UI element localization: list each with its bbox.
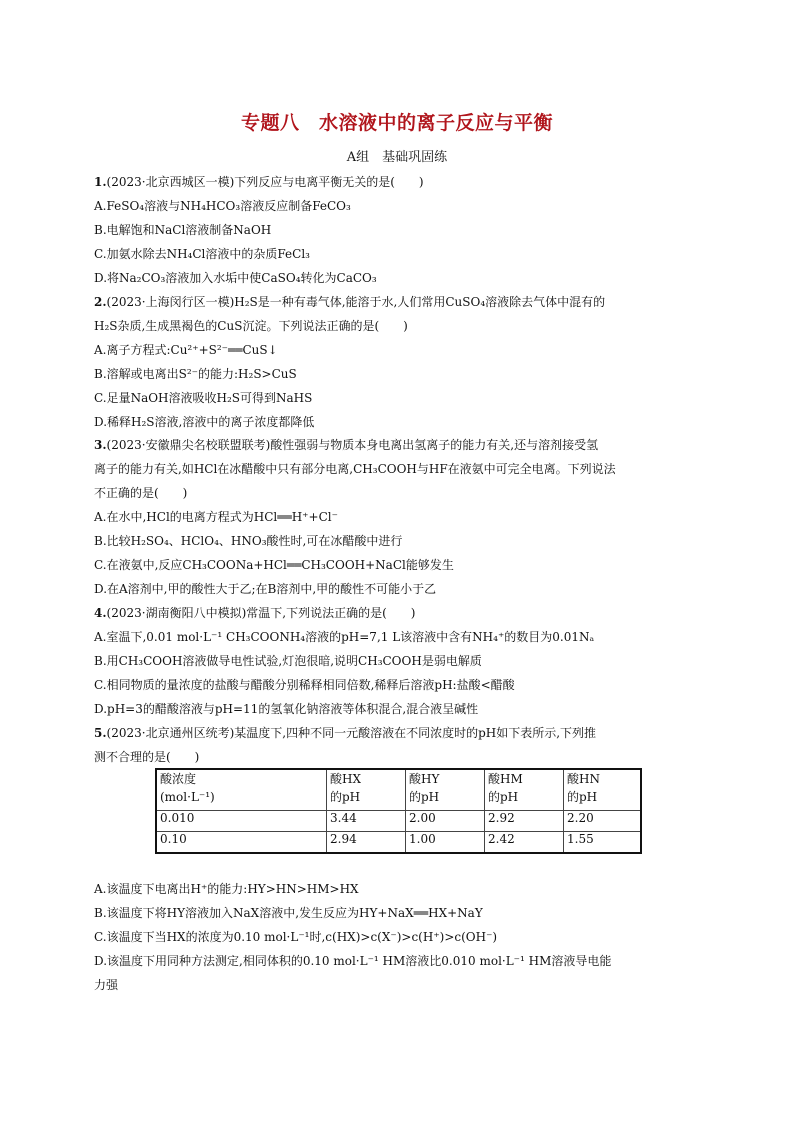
table-cell: 2.20 — [564, 811, 642, 832]
option-a: A.FeSO₄溶液与NH₄HCO₃溶液反应制备FeCO₃ — [94, 199, 351, 213]
question-5-stem — [94, 721, 694, 745]
question-2 — [94, 290, 694, 434]
table-row — [156, 832, 641, 854]
option-b: B.电解饱和NaCl溶液制备NaOH — [94, 223, 272, 237]
table-cell: 2.42 — [485, 832, 564, 854]
question-text: (2023·北京通州区统考)某温度下,四种不同一元酸溶液在不同浓度时的pH如下表所示,下列推 — [106, 726, 597, 740]
option-b: B.比较H₂SO₄、HClO₄、HNO₃酸性时,可在冰醋酸中进行 — [94, 534, 403, 548]
table-header-cell — [156, 769, 327, 811]
question-text: (2023·安徽鼎尖名校联盟联考)酸性强弱与物质本身电离出氢离子的能力有关,还与溶剂接受氢 — [106, 438, 599, 452]
table-cell: 0.010 — [156, 811, 327, 832]
question-number: 4. — [94, 606, 107, 620]
table-cell: 1.55 — [564, 832, 642, 854]
option-d: D.pH=3的醋酸溶液与pH=11的氢氧化钠溶液等体积混合,混合液呈碱性 — [94, 702, 479, 716]
table-cell: 2.00 — [406, 811, 485, 832]
table-header-cell — [406, 769, 485, 811]
question-number: 1. — [94, 175, 107, 189]
question-2-stem — [94, 290, 694, 314]
header-text: 酸HX 的pH — [330, 772, 362, 804]
table-row — [156, 811, 641, 832]
question-text: 不正确的是( ) — [94, 486, 188, 500]
group-heading: A组 基础巩固练 — [346, 150, 448, 165]
question-4 — [94, 601, 694, 721]
question-number: 3. — [94, 438, 107, 452]
option-d: D.在A溶剂中,甲的酸性大于乙;在B溶剂中,甲的酸性不可能小于乙 — [94, 582, 437, 596]
question-number: 2. — [94, 295, 107, 309]
option-c: C.在液氨中,反应CH₃COONa+HCl══CH₃COOH+NaCl能够发生 — [94, 558, 454, 572]
table-header-cell — [564, 769, 642, 811]
header-text: 酸HM 的pH — [488, 772, 523, 804]
option-a: A.离子方程式:Cu²⁺+S²⁻══CuS↓ — [94, 343, 278, 357]
option-c: C.该温度下当HX的浓度为0.10 mol·L⁻¹时,c(HX)>c(X⁻)>c(H⁺)>c(OH⁻) — [94, 930, 498, 944]
question-5-options — [94, 877, 714, 997]
header-text: 酸HY 的pH — [409, 772, 440, 804]
option-d: D.稀释H₂S溶液,溶液中的离子浓度都降低 — [94, 415, 315, 429]
question-text: (2023·北京西城区一模)下列反应与电离平衡无关的是( ) — [106, 175, 424, 189]
option-c: C.加氨水除去NH₄Cl溶液中的杂质FeCl₃ — [94, 247, 310, 261]
option-c: C.相同物质的量浓度的盐酸与醋酸分别稀释相同倍数,稀释后溶液pH:盐酸<醋酸 — [94, 678, 515, 692]
question-3-stem — [94, 433, 694, 457]
table-header-cell — [485, 769, 564, 811]
page-title: 专题八 水溶液中的离子反应与平衡 — [240, 112, 553, 134]
question-1-stem — [94, 170, 694, 194]
table-header-cell — [327, 769, 406, 811]
question-text: (2023·上海闵行区一模)H₂S是一种有毒气体,能溶于水,人们常用CuSO₄溶液除去气体中混有的 — [106, 295, 606, 309]
question-text: (2023·湖南衡阳八中模拟)常温下,下列说法正确的是( ) — [106, 606, 416, 620]
table-header-row — [156, 769, 641, 811]
option-b: B.溶解或电离出S²⁻的能力:H₂S>CuS — [94, 367, 297, 381]
table-cell: 1.00 — [406, 832, 485, 854]
option-d: D.将Na₂CO₃溶液加入水垢中使CaSO₄转化为CaCO₃ — [94, 271, 377, 285]
option-a: A.该温度下电离出H⁺的能力:HY>HN>HM>HX — [94, 882, 359, 896]
question-5 — [94, 721, 694, 769]
acid-ph-table — [155, 768, 642, 854]
question-3 — [94, 433, 694, 601]
table-cell: 3.44 — [327, 811, 406, 832]
option-b: B.该温度下将HY溶液加入NaX溶液中,发生反应为HY+NaX══HX+NaY — [94, 906, 483, 920]
option-d: D.该温度下用同种方法测定,相同体积的0.10 mol·L⁻¹ HM溶液比0.010 mol·L⁻¹ HM溶液导电能 — [94, 954, 612, 968]
table-cell: 2.94 — [327, 832, 406, 854]
table-cell: 2.92 — [485, 811, 564, 832]
question-number: 5. — [94, 726, 107, 740]
question-4-stem — [94, 601, 694, 625]
option-d-continued: 力强 — [94, 978, 119, 992]
question-text: 离子的能力有关,如HCl在冰醋酸中只有部分电离,CH₃COOH与HF在液氨中可完全电离。下列说法 — [94, 462, 616, 476]
option-b: B.用CH₃COOH溶液做导电性试验,灯泡很暗,说明CH₃COOH是弱电解质 — [94, 654, 482, 668]
question-text: 测不合理的是( ) — [94, 750, 200, 764]
option-a: A.在水中,HCl的电离方程式为HCl══H⁺+Cl⁻ — [94, 510, 338, 524]
header-text: 酸浓度 (mol·L⁻¹) — [160, 772, 215, 804]
option-c: C.足量NaOH溶液吸收H₂S可得到NaHS — [94, 391, 313, 405]
option-a: A.室温下,0.01 mol·L⁻¹ CH₃COONH₄溶液的pH=7,1 L该溶液中含有NH₄⁺的数目为0.01Nₐ — [94, 630, 595, 644]
table-cell: 0.10 — [156, 832, 327, 854]
question-text: H₂S杂质,生成黑褐色的CuS沉淀。下列说法正确的是( ) — [94, 319, 408, 333]
header-text: 酸HN 的pH — [567, 772, 600, 804]
question-1 — [94, 170, 694, 290]
